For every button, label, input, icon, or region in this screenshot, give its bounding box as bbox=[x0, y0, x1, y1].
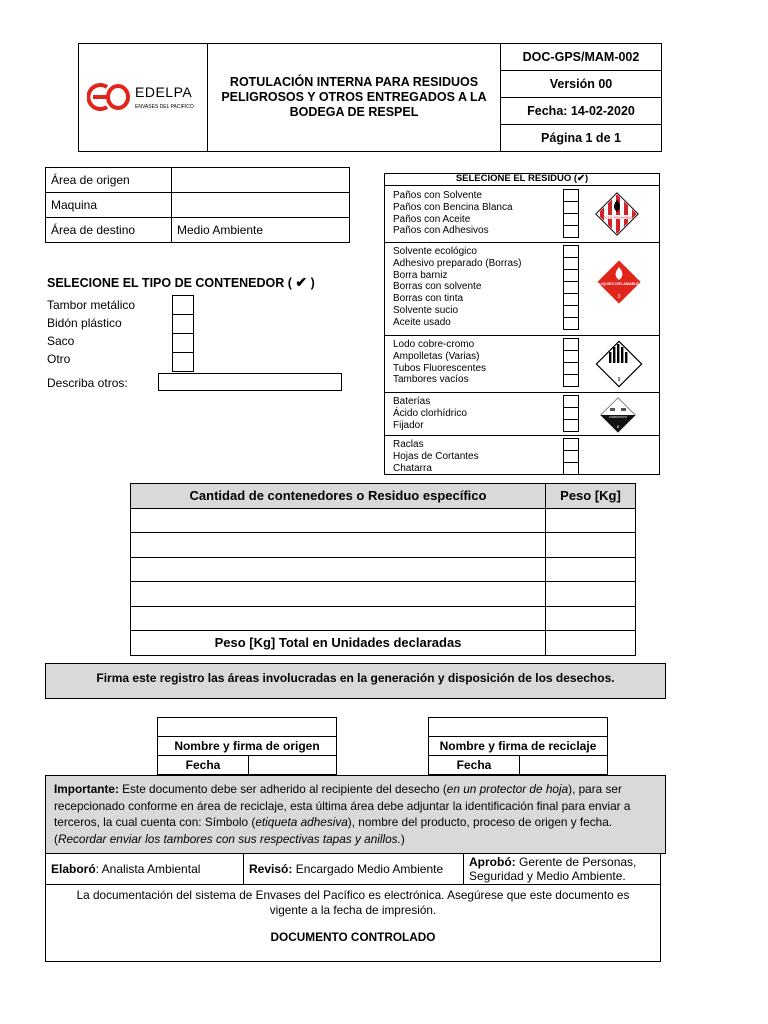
flammable-solid-icon bbox=[592, 189, 642, 244]
doc-date: Fecha: 14-02-2020 bbox=[501, 98, 662, 125]
residue-panel bbox=[384, 173, 660, 475]
svg-text:LIQUIDO INFLAMABLE: LIQUIDO INFLAMABLE bbox=[599, 282, 639, 286]
checkbox-sack[interactable] bbox=[172, 333, 194, 353]
checkbox-other[interactable] bbox=[172, 352, 194, 372]
residue-item: Paños con Solvente bbox=[393, 190, 482, 201]
checkmark-icon: ✔ bbox=[577, 173, 586, 184]
residue-title-close: ) bbox=[585, 173, 589, 184]
origin-date-field[interactable] bbox=[249, 756, 337, 775]
machine-label: Maquina bbox=[46, 193, 172, 218]
describe-other-field[interactable] bbox=[158, 373, 342, 391]
weight-cell[interactable] bbox=[546, 533, 636, 558]
option-plastic-label: Bidón plástico bbox=[47, 316, 122, 330]
approval-footer bbox=[45, 853, 661, 962]
origin-area-field[interactable] bbox=[172, 168, 350, 193]
residue-title-text: SELECIONE EL RESIDUO ( bbox=[455, 173, 578, 184]
weight-cell[interactable] bbox=[546, 508, 636, 533]
logo-cell bbox=[79, 44, 208, 152]
residue-checkbox[interactable] bbox=[563, 225, 579, 238]
residue-panel-title bbox=[385, 174, 659, 186]
reviewed-by-label: Revisó: bbox=[249, 862, 293, 876]
important-text: ), nombre del producto, proceso de origen y fecha. ( bbox=[54, 815, 613, 846]
misc-hazard-icon bbox=[592, 337, 646, 396]
residue-checkboxes bbox=[563, 246, 579, 330]
residue-checkboxes bbox=[563, 439, 579, 475]
approved-by bbox=[464, 854, 660, 884]
residue-item: Baterías bbox=[393, 396, 431, 407]
residue-checkboxes bbox=[563, 396, 579, 432]
origin-date-label: Fecha bbox=[158, 756, 249, 775]
weight-col-header: Peso [Kg] bbox=[546, 484, 636, 509]
residue-group-misc bbox=[385, 336, 659, 393]
container-checkboxes bbox=[172, 295, 194, 372]
origin-area-label: Área de origen bbox=[46, 168, 172, 193]
quantity-cell[interactable] bbox=[131, 508, 546, 533]
controlled-document-label: DOCUMENTO CONTROLADO bbox=[270, 930, 436, 944]
electronic-notice: La documentación del sistema de Envases del Pacífico es electrónica. Asegúrese que este documento es vigente a la fecha de impresión. bbox=[76, 888, 630, 917]
container-title-close: ) bbox=[310, 276, 315, 290]
residue-item: Adhesivo preparado (Borras) bbox=[393, 257, 522, 269]
important-italic: Recordar enviar los tambores con sus respectivas tapas y anillos. bbox=[57, 831, 401, 846]
weight-cell[interactable] bbox=[546, 606, 636, 631]
quantity-col-header: Cantidad de contenedores o Residuo específico bbox=[131, 484, 546, 509]
container-title-text: SELECIONE EL TIPO DE CONTENEDOR ( bbox=[47, 276, 292, 290]
residue-item: Solvente ecológico bbox=[393, 246, 477, 257]
reviewed-by-value: Encargado Medio Ambiente bbox=[292, 862, 444, 876]
corrosive-icon bbox=[598, 395, 638, 440]
residue-group-corrosive bbox=[385, 393, 659, 436]
residue-item: Lodo cobre-cromo bbox=[393, 339, 475, 350]
flammable-liquid-icon bbox=[592, 255, 646, 314]
recycle-signature-label: Nombre y firma de reciclaje bbox=[429, 737, 608, 756]
doc-page: Página 1 de 1 bbox=[501, 125, 662, 152]
residue-list bbox=[393, 246, 521, 329]
document-header bbox=[78, 43, 662, 152]
important-text: ), para ser recepcionado conforme en área de reciclaje, esta última área debe adjuntar la identificación final para enviar a terceros, la cual cuenta con: Símbolo ( bbox=[54, 782, 631, 829]
residue-item: Ácido clorhídrico bbox=[393, 407, 467, 419]
recycle-date-label: Fecha bbox=[429, 756, 520, 775]
residue-item: Paños con Adhesivos bbox=[393, 225, 489, 237]
svg-text:SÓLIDO INFLAMABLE: SÓLIDO INFLAMABLE bbox=[601, 215, 633, 220]
residue-item: Fijador bbox=[393, 419, 424, 431]
important-text: Este documento debe ser adherido al recipiente del desecho ( bbox=[118, 782, 447, 796]
residue-item: Chatarra bbox=[393, 462, 432, 474]
destination-area-label: Área de destino bbox=[46, 218, 172, 243]
residue-item: Solvente sucio bbox=[393, 304, 459, 316]
recycle-signature-field[interactable] bbox=[429, 718, 608, 737]
residue-item: Borra barniz bbox=[393, 269, 448, 281]
residue-group-other bbox=[385, 436, 659, 476]
checkbox-drum[interactable] bbox=[172, 295, 194, 315]
footer-body bbox=[46, 885, 660, 945]
important-italic: en un protector de hoja bbox=[446, 782, 569, 796]
machine-field[interactable] bbox=[172, 193, 350, 218]
residue-group-flammable-solid bbox=[385, 186, 659, 243]
residue-group-flammable-liquid bbox=[385, 243, 659, 336]
recycle-signature-block bbox=[428, 717, 608, 775]
checkbox-plastic[interactable] bbox=[172, 314, 194, 334]
svg-text:9: 9 bbox=[617, 377, 621, 383]
option-drum-label: Tambor metálico bbox=[47, 298, 136, 312]
origin-signature-block bbox=[157, 717, 337, 775]
residue-list bbox=[393, 396, 467, 431]
residue-item: Paños con Bencina Blanca bbox=[393, 201, 513, 213]
origin-signature-field[interactable] bbox=[158, 718, 337, 737]
prepared-by-value: : Analista Ambiental bbox=[95, 862, 201, 876]
important-lead: Importante: bbox=[54, 782, 119, 796]
residue-item: Paños con Aceite bbox=[393, 213, 471, 225]
describe-other-label: Describa otros: bbox=[47, 376, 128, 390]
residue-checkbox[interactable] bbox=[563, 374, 579, 387]
prepared-by bbox=[46, 854, 244, 884]
residue-item: Raclas bbox=[393, 439, 424, 450]
reviewed-by bbox=[244, 854, 464, 884]
residue-item: Borras con solvente bbox=[393, 281, 482, 293]
destination-area-field[interactable]: Medio Ambiente bbox=[172, 218, 350, 243]
weight-cell[interactable] bbox=[546, 557, 636, 582]
edelpa-logo-mark bbox=[87, 80, 131, 114]
origin-table bbox=[45, 167, 350, 243]
residue-checkboxes bbox=[563, 339, 579, 387]
residue-checkboxes bbox=[563, 190, 579, 238]
approved-by-label: Aprobó: bbox=[469, 855, 516, 869]
important-text: ) bbox=[400, 831, 405, 846]
residue-list bbox=[393, 439, 479, 474]
quantity-cell[interactable] bbox=[131, 533, 546, 558]
residue-item: Tambores vacíos bbox=[393, 374, 469, 386]
prepared-by-label: Elaboró bbox=[51, 862, 96, 876]
important-italic: etiqueta adhesiva bbox=[255, 815, 348, 829]
quantity-cell[interactable] bbox=[131, 557, 546, 582]
residue-item: Ampolletas (Varias) bbox=[393, 350, 480, 362]
quantity-cell[interactable] bbox=[131, 606, 546, 631]
doc-version: Versión 00 bbox=[501, 71, 662, 98]
total-weight-label: Peso [Kg] Total en Unidades declaradas bbox=[131, 631, 546, 656]
residue-item: Hojas de Cortantes bbox=[393, 450, 479, 462]
residue-checkbox[interactable] bbox=[563, 317, 579, 330]
approval-row bbox=[46, 854, 660, 885]
brand-subtitle: ENVASES DEL PACIFICO bbox=[135, 104, 194, 110]
origin-signature-label: Nombre y firma de origen bbox=[158, 737, 337, 756]
checkmark-icon: ✔ bbox=[295, 274, 308, 290]
important-note bbox=[45, 775, 666, 854]
residue-item: Borras con tinta bbox=[393, 293, 464, 305]
brand-name: EDELPA bbox=[135, 84, 193, 100]
svg-text:CORROSIVO: CORROSIVO bbox=[608, 415, 628, 419]
residue-item: Tubos Fluorescentes bbox=[393, 362, 487, 374]
approved-by-value: Gerente de Personas, Seguridad y Medio Ambiente. bbox=[469, 855, 637, 883]
option-other-label: Otro bbox=[47, 352, 71, 366]
residue-checkbox[interactable] bbox=[563, 419, 579, 432]
sign-note: Firma este registro las áreas involucradas en la generación y disposición de los desechos. bbox=[45, 663, 666, 699]
residue-list bbox=[393, 339, 486, 386]
quantity-cell[interactable] bbox=[131, 582, 546, 607]
weight-cell[interactable] bbox=[546, 582, 636, 607]
total-weight-cell[interactable] bbox=[546, 631, 636, 656]
svg-text:3: 3 bbox=[617, 294, 621, 300]
residue-checkbox[interactable] bbox=[563, 462, 579, 475]
edelpa-logo bbox=[87, 80, 131, 119]
residue-item: Aceite usado bbox=[393, 316, 451, 328]
residue-list bbox=[393, 190, 513, 237]
quantity-table bbox=[130, 483, 636, 656]
document-title: ROTULACIÓN INTERNA PARA RESIDUOS PELIGROSOS Y OTROS ENTREGADOS A LA BODEGA DE RESPEL bbox=[208, 44, 501, 152]
recycle-date-field[interactable] bbox=[520, 756, 608, 775]
option-sack-label: Saco bbox=[47, 334, 75, 348]
container-section-title bbox=[47, 274, 315, 291]
doc-code: DOC-GPS/MAM-002 bbox=[501, 44, 662, 71]
svg-text:8: 8 bbox=[616, 424, 620, 429]
